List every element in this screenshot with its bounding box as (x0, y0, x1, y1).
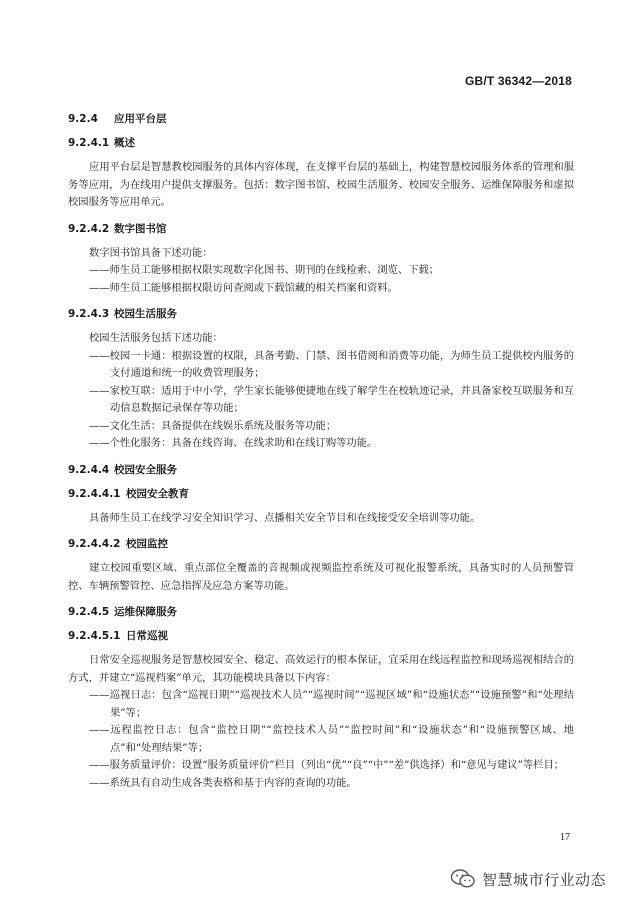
list-item: ——文化生活：具备提供在线娱乐系统及服务等功能； (89, 419, 337, 432)
paragraph-campus-life-intro: 校园生活服务包括下述功能： (89, 332, 223, 344)
list-item: ——个性化服务：具备在线咨询、在线求助和在线订购等功能。 (89, 437, 378, 449)
standard-code: GB/T 36342—2018 (464, 74, 572, 88)
wechat-icon (450, 868, 476, 890)
list-item: ——系统具有自动生成各类表格和基于内容的查询的功能。 (89, 776, 357, 789)
watermark-text: 智慧城市行业动态 (481, 870, 606, 889)
paragraph-safety-education: 具备师生员工在线学习安全知识学习、点播相关安全节目和在线接受安全培训等功能。 (89, 511, 481, 524)
heading-9-2-4-4-2: 9.2.4.4.2 校园监控 (68, 538, 168, 550)
heading-9-2-4-4-1: 9.2.4.4.1 校园安全教育 (68, 487, 189, 500)
list-item: ——巡视日志：包含“巡视日期”“巡视技术人员”“巡视时间”“巡视区域”和“设施状态”“设施预警”和“处理结果”等； (89, 689, 574, 719)
heading-9-2-4: 9.2.4 应用平台层 (68, 113, 167, 125)
list-item: ——师生员工能够根据权限实现数字化图书、期刊的在线检索、浏览、下载； (89, 264, 440, 276)
heading-9-2-4-1: 9.2.4.1 概述 (68, 137, 135, 149)
heading-9-2-4-4: 9.2.4.4 校园安全服务 (68, 463, 177, 476)
list-item: ——校园一卡通：根据设置的权限，具备考勤、门禁、图书借阅和消费等功能，为师生员工提供校内服务的支付通道和统一的收费管理服务； (89, 349, 574, 379)
page-number: 17 (560, 832, 570, 843)
heading-9-2-4-5-1: 9.2.4.5.1 日常巡视 (68, 630, 168, 642)
paragraph-library-intro: 数字图书馆具备下述功能： (89, 246, 213, 259)
document-body (68, 112, 574, 792)
list-item: ——服务质量评价：设置“服务质量评价”栏目（列出“优”“良”“中”“差”供选择）和“意见与建议”等栏目； (89, 759, 565, 771)
heading-9-2-4-2: 9.2.4.2 数字图书馆 (68, 222, 167, 235)
paragraph-campus-monitoring: 建立校园重要区域、重点部位全覆盖的音视频或视频监控系统及可视化报警系统，具备实时的人员预警管控、车辆预警管控、应急指挥及应急方案等功能。 (68, 562, 574, 592)
paragraph-overview: 应用平台层是智慧教校园服务的具体内容体现，在支撑平台层的基础上，构建智慧校园服务体系的管理和服务等应用，为在线用户提供支撑服务。包括：数字图书馆、校园生活服务、校园安全服务、运维保障服务和虚拟校园服务等应用单元。 (68, 161, 574, 208)
watermark (450, 867, 606, 891)
heading-9-2-4-5: 9.2.4.5 运维保障服务 (68, 606, 177, 618)
list-item: ——师生员工能够根据权限访问查阅或下载馆藏的相关档案和资料。 (89, 281, 398, 294)
list-item: ——家校互联：适用于中小学，学生家长能够便捷地在线了解学生在校轨迹记录，并具备家校互联服务和互动信息数据记录保存等功能； (89, 384, 574, 414)
list-item: ——远程监控日志：包含“监控日期”“监控技术人员”“监控时间”和“设施状态”和“设施预警区域、地点”和“处理结果”等； (89, 724, 574, 754)
paragraph-daily-inspection: 日常安全巡视服务是智慧校园安全、稳定、高效运行的根本保证，宜采用在线远程监控和现场巡视相结合的方式，并建立“巡视档案”单元，其功能模块具备以下内容： (68, 654, 574, 684)
heading-9-2-4-3: 9.2.4.3 校园生活服务 (68, 308, 177, 320)
